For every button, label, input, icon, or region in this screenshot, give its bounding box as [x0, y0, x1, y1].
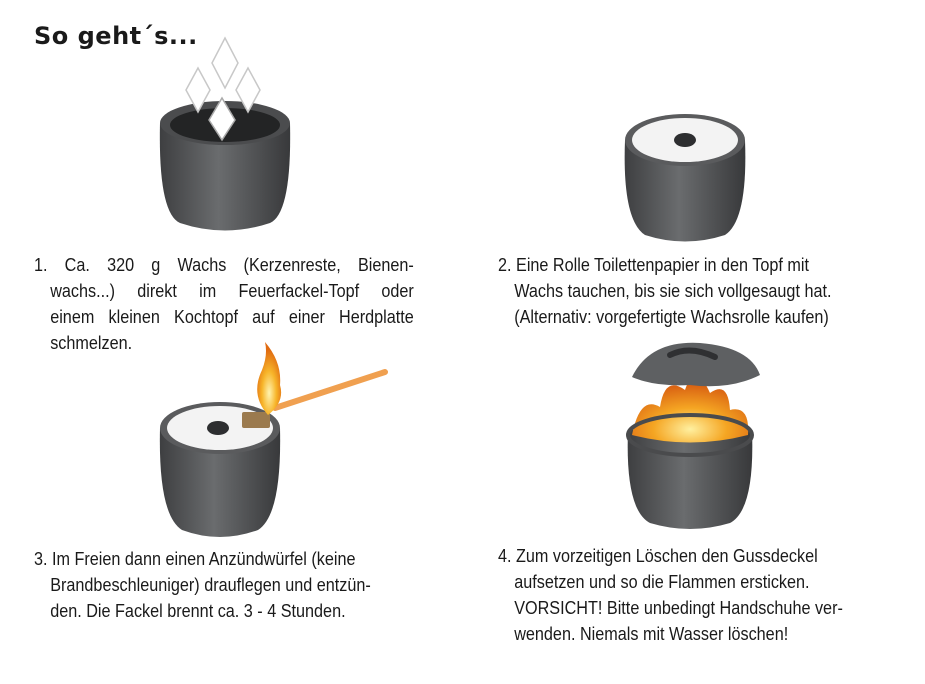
- step-2-line: Wachs tauchen, bis sie sich vollgesaugt hat.: [514, 281, 832, 301]
- step-1-line: wachs...) direkt im Feuerfackel-Topf oder: [50, 281, 414, 301]
- pot-with-wax-chunks-image: [140, 28, 310, 243]
- pot-with-paper-roll-image: [610, 100, 760, 250]
- step-4-line: VORSICHT! Bitte unbedingt Handschuhe ver-: [514, 598, 843, 618]
- step-2-line: (Alternativ: vorgefertigte Wachsrolle kaufen): [514, 307, 829, 327]
- step-4-line: 4. Zum vorzeitigen Löschen den Gussdeckel: [498, 546, 818, 566]
- step-3-line: 3. Im Freien dann einen Anzündwürfel (keine: [34, 549, 356, 569]
- pot-lit-with-match-image: [150, 340, 395, 545]
- page-title: So geht´s...: [34, 22, 198, 50]
- step-2-text: [498, 252, 831, 330]
- step-1-line: einem kleinen Kochtopf auf einer Herdplatte: [50, 307, 414, 327]
- step-4-line: wenden. Niemals mit Wasser löschen!: [514, 624, 789, 644]
- firelighter-cube-icon: [242, 412, 270, 428]
- cast-lid-icon: [632, 343, 760, 386]
- step-3-text: [34, 546, 371, 624]
- step-3-line: den. Die Fackel brennt ca. 3 - 4 Stunden.: [50, 601, 346, 621]
- step-1-text: [34, 252, 414, 356]
- pot-flames-with-lid-image: [610, 335, 770, 535]
- step-2-line: 2. Eine Rolle Toilettenpapier in den Topf mit: [498, 255, 810, 275]
- match-icon: [275, 372, 385, 408]
- flames-icon: [632, 376, 748, 443]
- step-4-text: [498, 543, 843, 647]
- step-3-line: Brandbeschleuniger) drauflegen und entzün-: [50, 575, 371, 595]
- step-1-line: schmelzen.: [50, 333, 133, 353]
- step-4-line: aufsetzen und so die Flammen ersticken.: [514, 572, 810, 592]
- step-1-line: 1. Ca. 320 g Wachs (Kerzenreste, Bienen-: [34, 255, 414, 275]
